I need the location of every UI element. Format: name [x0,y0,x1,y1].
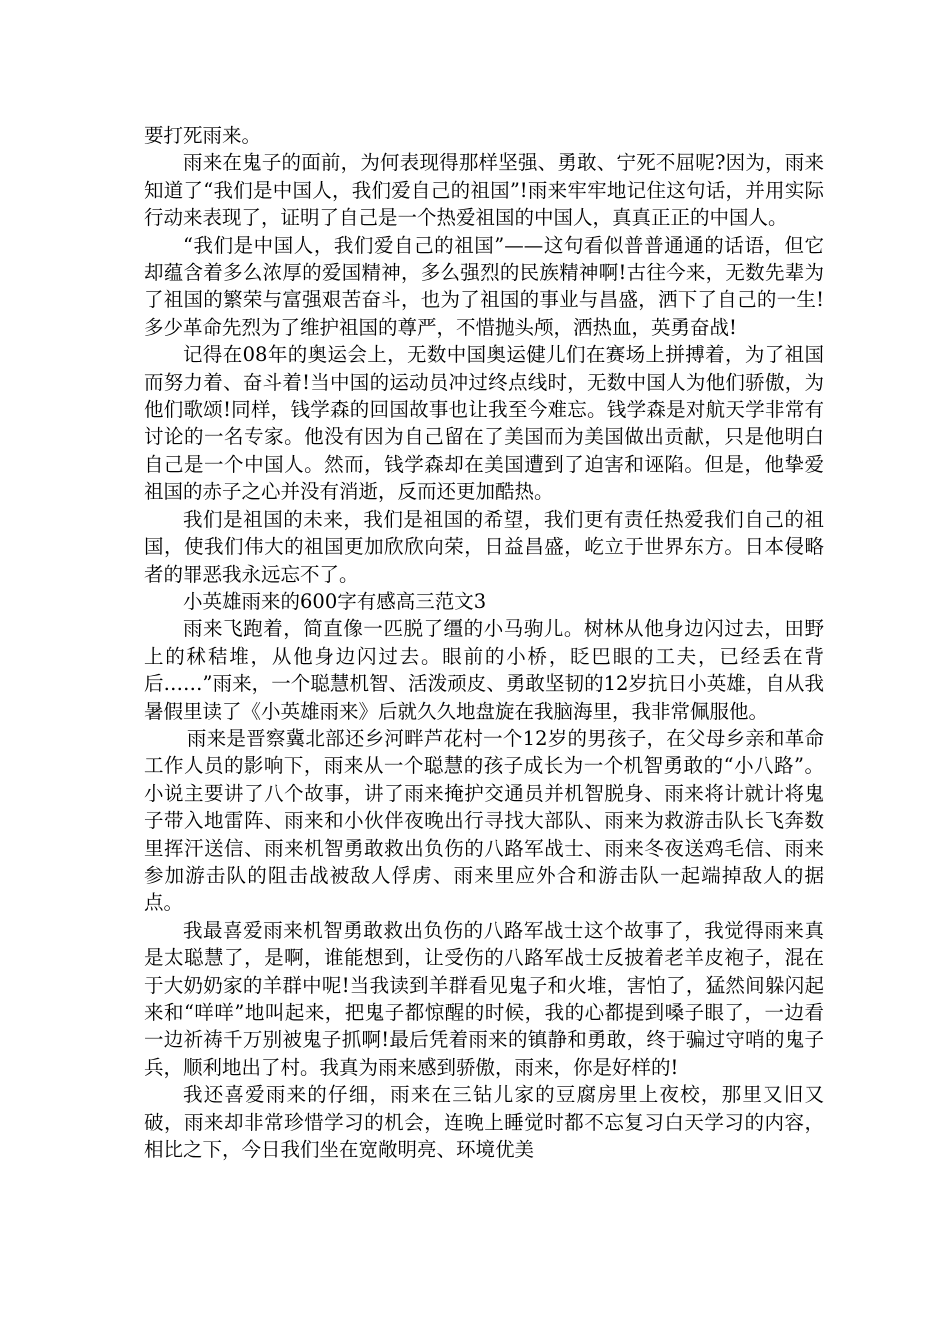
paragraph-7: 雨来是晋察冀北部还乡河畔芦花村一个12岁的男孩子，在父母乡亲和革命工作人员的影响下，雨来从一个聪慧的孩子成长为一个机智勇敢的“小八路”。小说主要讲了八个故事，讲了雨来掩护交通员并机智脱身、雨来将计就计将鬼子带入地雷阵、雨来和小伙伴夜晚出行寻找大部队、雨来为救游击队长飞奔数里挥汗送信、雨来机智勇敢救出负伤的八路军战士、雨来冬夜送鸡毛信、雨来参加游击队的阻击战被敌人俘虏、雨来里应外合和游击队一起端掉敌人的据点。 [144,726,824,915]
paragraph-3: “我们是中国人，我们爱自己的祖国”——这句看似普普通通的话语，但它却蕴含着多么浓厚的爱国精神，多么强烈的民族精神啊!古往今来，无数先辈为了祖国的繁荣与富强艰苦奋斗，也为了祖国的事业与昌盛，洒下了自己的一生!多少革命先烈为了维护祖国的尊严，不惜抛头颅，洒热血，英勇奋战! [144,233,824,339]
section-heading: 小英雄雨来的600字有感高三范文3 [183,589,487,613]
paragraph-8: 我最喜爱雨来机智勇敢救出负伤的八路军战士这个故事了，我觉得雨来真是太聪慧了，是啊，谁能想到，让受伤的八路军战士反披着老羊皮袍子，混在于大奶奶家的羊群中呢!当我读到羊群看见鬼子和火堆，害怕了，猛然间躲闪起来和“咩咩”地叫起来，把鬼子都惊醒的时候，我的心都提到嗓子眼了，一边看一边祈祷千万别被鬼子抓啊!最后凭着雨来的镇静和勇敢，终于骗过守哨的鬼子兵，顺利地出了村。我真为雨来感到骄傲，雨来，你是好样的! [144,918,824,1079]
paragraph-5: 我们是祖国的未来，我们是祖国的希望，我们更有责任热爱我们自己的祖国，使我们伟大的祖国更加欣欣向荣，日益昌盛，屹立于世界东方。日本侵略者的罪恶我永远忘不了。 [144,507,824,586]
paragraph-6: 雨来飞跑着，简直像一匹脱了缰的小马驹儿。树林从他身边闪过去，田野上的秫秸堆，从他身边闪过去。眼前的小桥，眨巴眼的工夫，已经丢在背后……”雨来，一个聪慧机智、活泼顽皮、勇敢坚韧的12岁抗日小英雄，自从我暑假里读了《小英雄雨来》后就久久地盘旋在我脑海里，我非常佩服他。 [144,617,824,723]
paragraph-4: 记得在08年的奥运会上，无数中国奥运健儿们在赛场上拼搏着，为了祖国而努力着、奋斗着!当中国的运动员冲过终点线时，无数中国人为他们骄傲，为他们歌颂!同样，钱学森的回国故事也让我至今难忘。钱学森是对航天学非常有讨论的一名专家。他没有因为自己留在了美国而为美国做出贡献，只是他明白自己是一个中国人。然而，钱学森却在美国遭到了迫害和诬陷。但是，他挚爱祖国的赤子之心并没有消逝，反而还更加酷热。 [144,343,824,504]
paragraph-2: 雨来在鬼子的面前，为何表现得那样坚强、勇敢、宁死不屈呢?因为，雨来知道了“我们是中国人，我们爱自己的祖国”!雨来牢牢地记住这句话，并用实际行动来表现了，证明了自己是一个热爱祖国的中国人，真真正正的中国人。 [144,151,824,230]
paragraph-9: 我还喜爱雨来的仔细，雨来在三钻儿家的豆腐房里上夜校，那里又旧又破，雨来却非常珍惜学习的机会，连晚上睡觉时都不忘复习白天学习的内容，相比之下，今日我们坐在宽敞明亮、环境优美 [144,1083,824,1162]
document-page [144,122,824,1163]
paragraph-1: 要打死雨来。 [144,124,262,147]
